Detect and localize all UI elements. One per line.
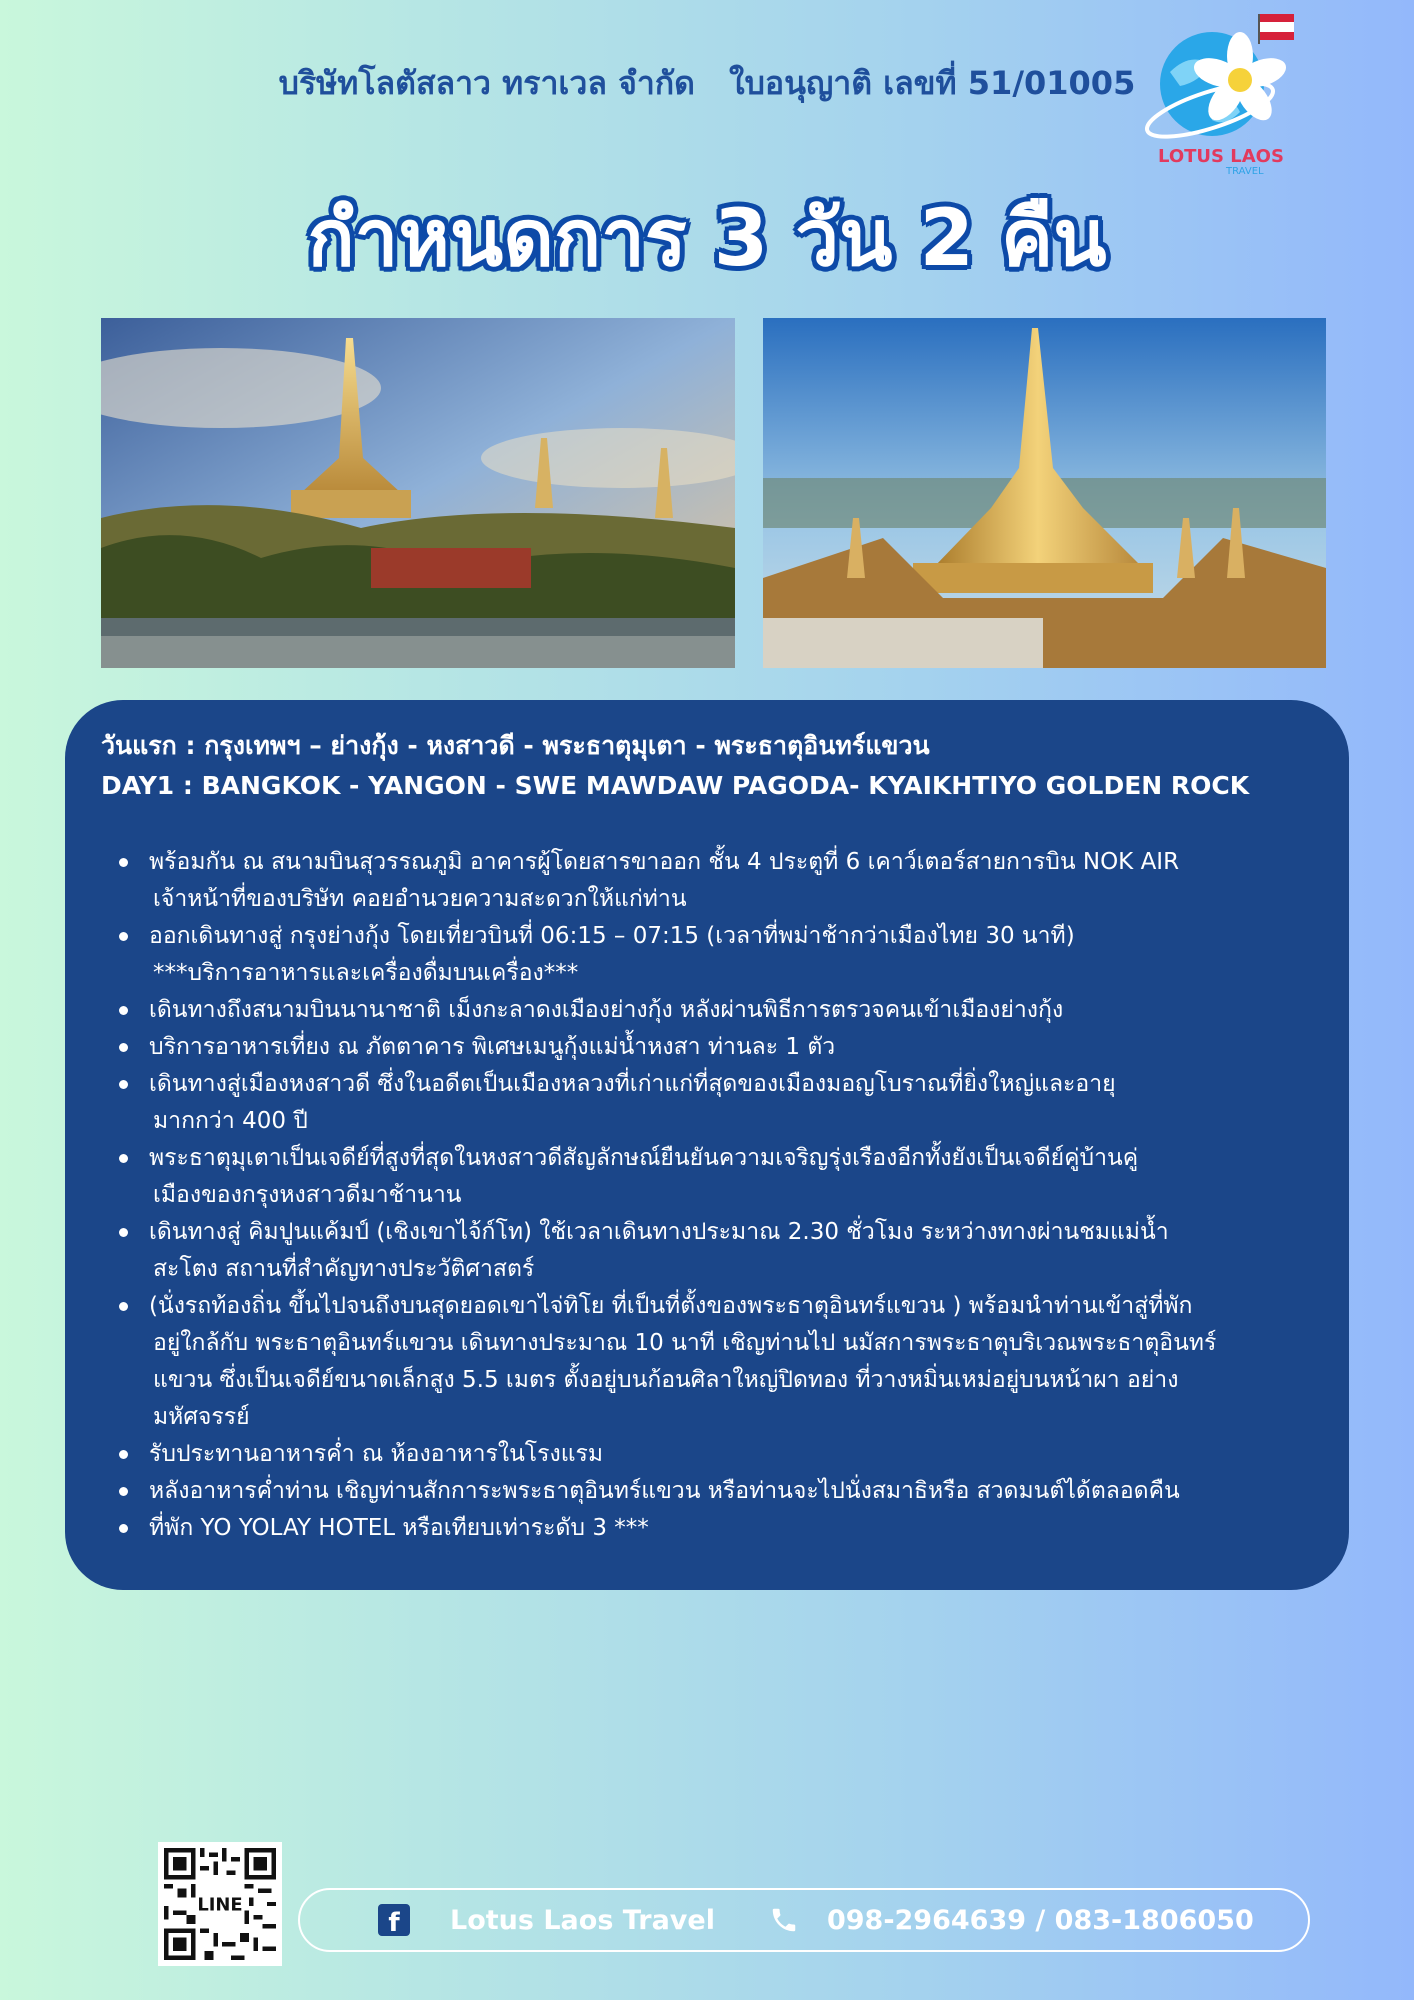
item-text: ออกเดินทางสู่ กรุงย่างกุ้ง โดยเที่ยวบินที่ 06:15 – 07:15 (เวลาที่พม่าช้ากว่าเมืองไทย 30 นาที) (149, 923, 1075, 949)
list-item (101, 1066, 1329, 1140)
facebook-icon[interactable]: f (378, 1904, 410, 1936)
item-text-continued: แขวน ซึ่งเป็นเจดีย์ขนาดเล็กสูง 5.5 เมตร ตั้งอยู่บนก้อนศิลาใหญ่ปิดทอง ที่วางหมิ่นเหม่อยู่บนหน้าผา อย่าง (153, 1367, 1179, 1393)
list-item (101, 1436, 1329, 1473)
item-text: (นั่งรถท้องถิ่น ขึ้นไปจนถึงบนสุดยอดเขาไจ่ทิโย ที่เป็นที่ตั้งของพระธาตุอินทร์แขวน ) พร้อมนำท่านเข้าสู่ที่พัก (149, 1293, 1193, 1319)
pagoda-photo-right (763, 318, 1326, 668)
item-text-continued: ***บริการอาหารและเครื่องดื่มบนเครื่อง*** (153, 960, 579, 986)
list-item (101, 1510, 1329, 1547)
logo-sub: TRAVEL (1226, 166, 1264, 177)
qr-label: LINE (197, 1894, 243, 1916)
list-item (101, 1214, 1329, 1288)
item-text-continued: เมืองของกรุงหงสาวดีมาช้านาน (153, 1182, 462, 1208)
day-title-thai: วันแรก : กรุงเทพฯ – ย่างกุ้ง - หงสาวดี - พระธาตุมุเตา - พระธาตุอินทร์แขวน (101, 731, 930, 760)
logo-text: LOTUS LAOS (1158, 146, 1284, 167)
list-item (101, 1473, 1329, 1510)
page-title: กำหนดการ 3 วัน 2 คืน (307, 194, 1107, 284)
item-text: บริการอาหารเที่ยง ณ ภัตตาคาร พิเศษเมนูกุ้งแม่น้ำหงสา ท่านละ 1 ตัว (149, 1034, 836, 1060)
item-text-continued: มหัศจรรย์ (153, 1404, 250, 1430)
item-text-continued: อยู่ใกล้กับ พระธาตุอินทร์แขวน เดินทางประมาณ 10 นาที เชิญท่านไป นมัสการพระธาตุบริเวณพระธาตุอินทร์ (153, 1330, 1217, 1356)
list-item (101, 992, 1329, 1029)
item-text-continued: เจ้าหน้าที่ของบริษัท คอยอำนวยความสะดวกให้แก่ท่าน (153, 886, 687, 912)
item-text: หลังอาหารค่ำท่าน เชิญท่านสักการะพระธาตุอินทร์แขวน หรือท่านจะไปนั่งสมาธิหรือ สวดมนต์ได้ตลอดคืน (149, 1478, 1180, 1504)
item-text: ที่พัก YO YOLAY HOTEL หรือเทียบเท่าระดับ 3 *** (149, 1515, 649, 1541)
item-text: พระธาตุมุเตาเป็นเจดีย์ที่สูงที่สุดในหงสาวดีสัญลักษณ์ยืนยันความเจริญรุ่งเรืองอีกทั้งยังเป็นเจดีย์คู่บ้านคู่ (149, 1145, 1139, 1171)
contact-bar (298, 1888, 1310, 1952)
item-text: รับประทานอาหารค่ำ ณ ห้องอาหารในโรงแรม (149, 1441, 604, 1467)
license-number: ใบอนุญาติ เลขที่ 51/01005 (728, 64, 1136, 102)
phone-icon (769, 1905, 799, 1935)
list-item (101, 1029, 1329, 1066)
list-item (101, 1140, 1329, 1214)
line-qr-code[interactable] (158, 1842, 282, 1966)
list-item (101, 844, 1329, 918)
facebook-page-name[interactable]: Lotus Laos Travel (450, 1904, 715, 1936)
list-item (101, 1288, 1329, 1436)
pagoda-photo-left (101, 318, 735, 668)
qr-code-icon (164, 1848, 276, 1960)
item-text: เดินทางสู่เมืองหงสาวดี ซึ่งในอดีตเป็นเมืองหลวงที่เก่าแก่ที่สุดของเมืองมอญโบราณที่ยิ่งใหญ่และอายุ (149, 1071, 1116, 1097)
day-title-english: DAY1 : BANGKOK - YANGON - SWE MAWDAW PAGODA- KYAIKHTIYO GOLDEN ROCK (101, 771, 1250, 800)
company-name: บริษัทโลตัสลาว ทราเวล จำกัด (278, 64, 695, 102)
item-text: เดินทางถึงสนามบินนานาชาติ เม็งกะลาดงเมืองย่างกุ้ง หลังผ่านพิธีการตรวจคนเข้าเมืองย่างกุ้ง (149, 997, 1064, 1023)
itinerary-panel (65, 700, 1349, 1590)
item-text: พร้อมกัน ณ สนามบินสุวรรณภูมิ อาคารผู้โดยสารขาออก ชั้น 4 ประตูที่ 6 เคาว์เตอร์สายการบิน NOK AIR (149, 849, 1180, 875)
item-text: เดินทางสู่ คิมปูนแค้มป์ (เชิงเขาไจ้ก์โท) ใช้เวลาเดินทางประมาณ 2.30 ชั่วโมง ระหว่างทางผ่านชมแม่น้ำ (149, 1219, 1169, 1245)
itinerary-list (101, 844, 1329, 1547)
phone-numbers[interactable]: 098-2964639 / 083-1806050 (826, 1904, 1254, 1936)
list-item (101, 918, 1329, 992)
item-text-continued: สะโตง สถานที่สำคัญทางประวัติศาสตร์ (153, 1256, 535, 1282)
item-text-continued: มากกว่า 400 ปี (153, 1108, 308, 1134)
